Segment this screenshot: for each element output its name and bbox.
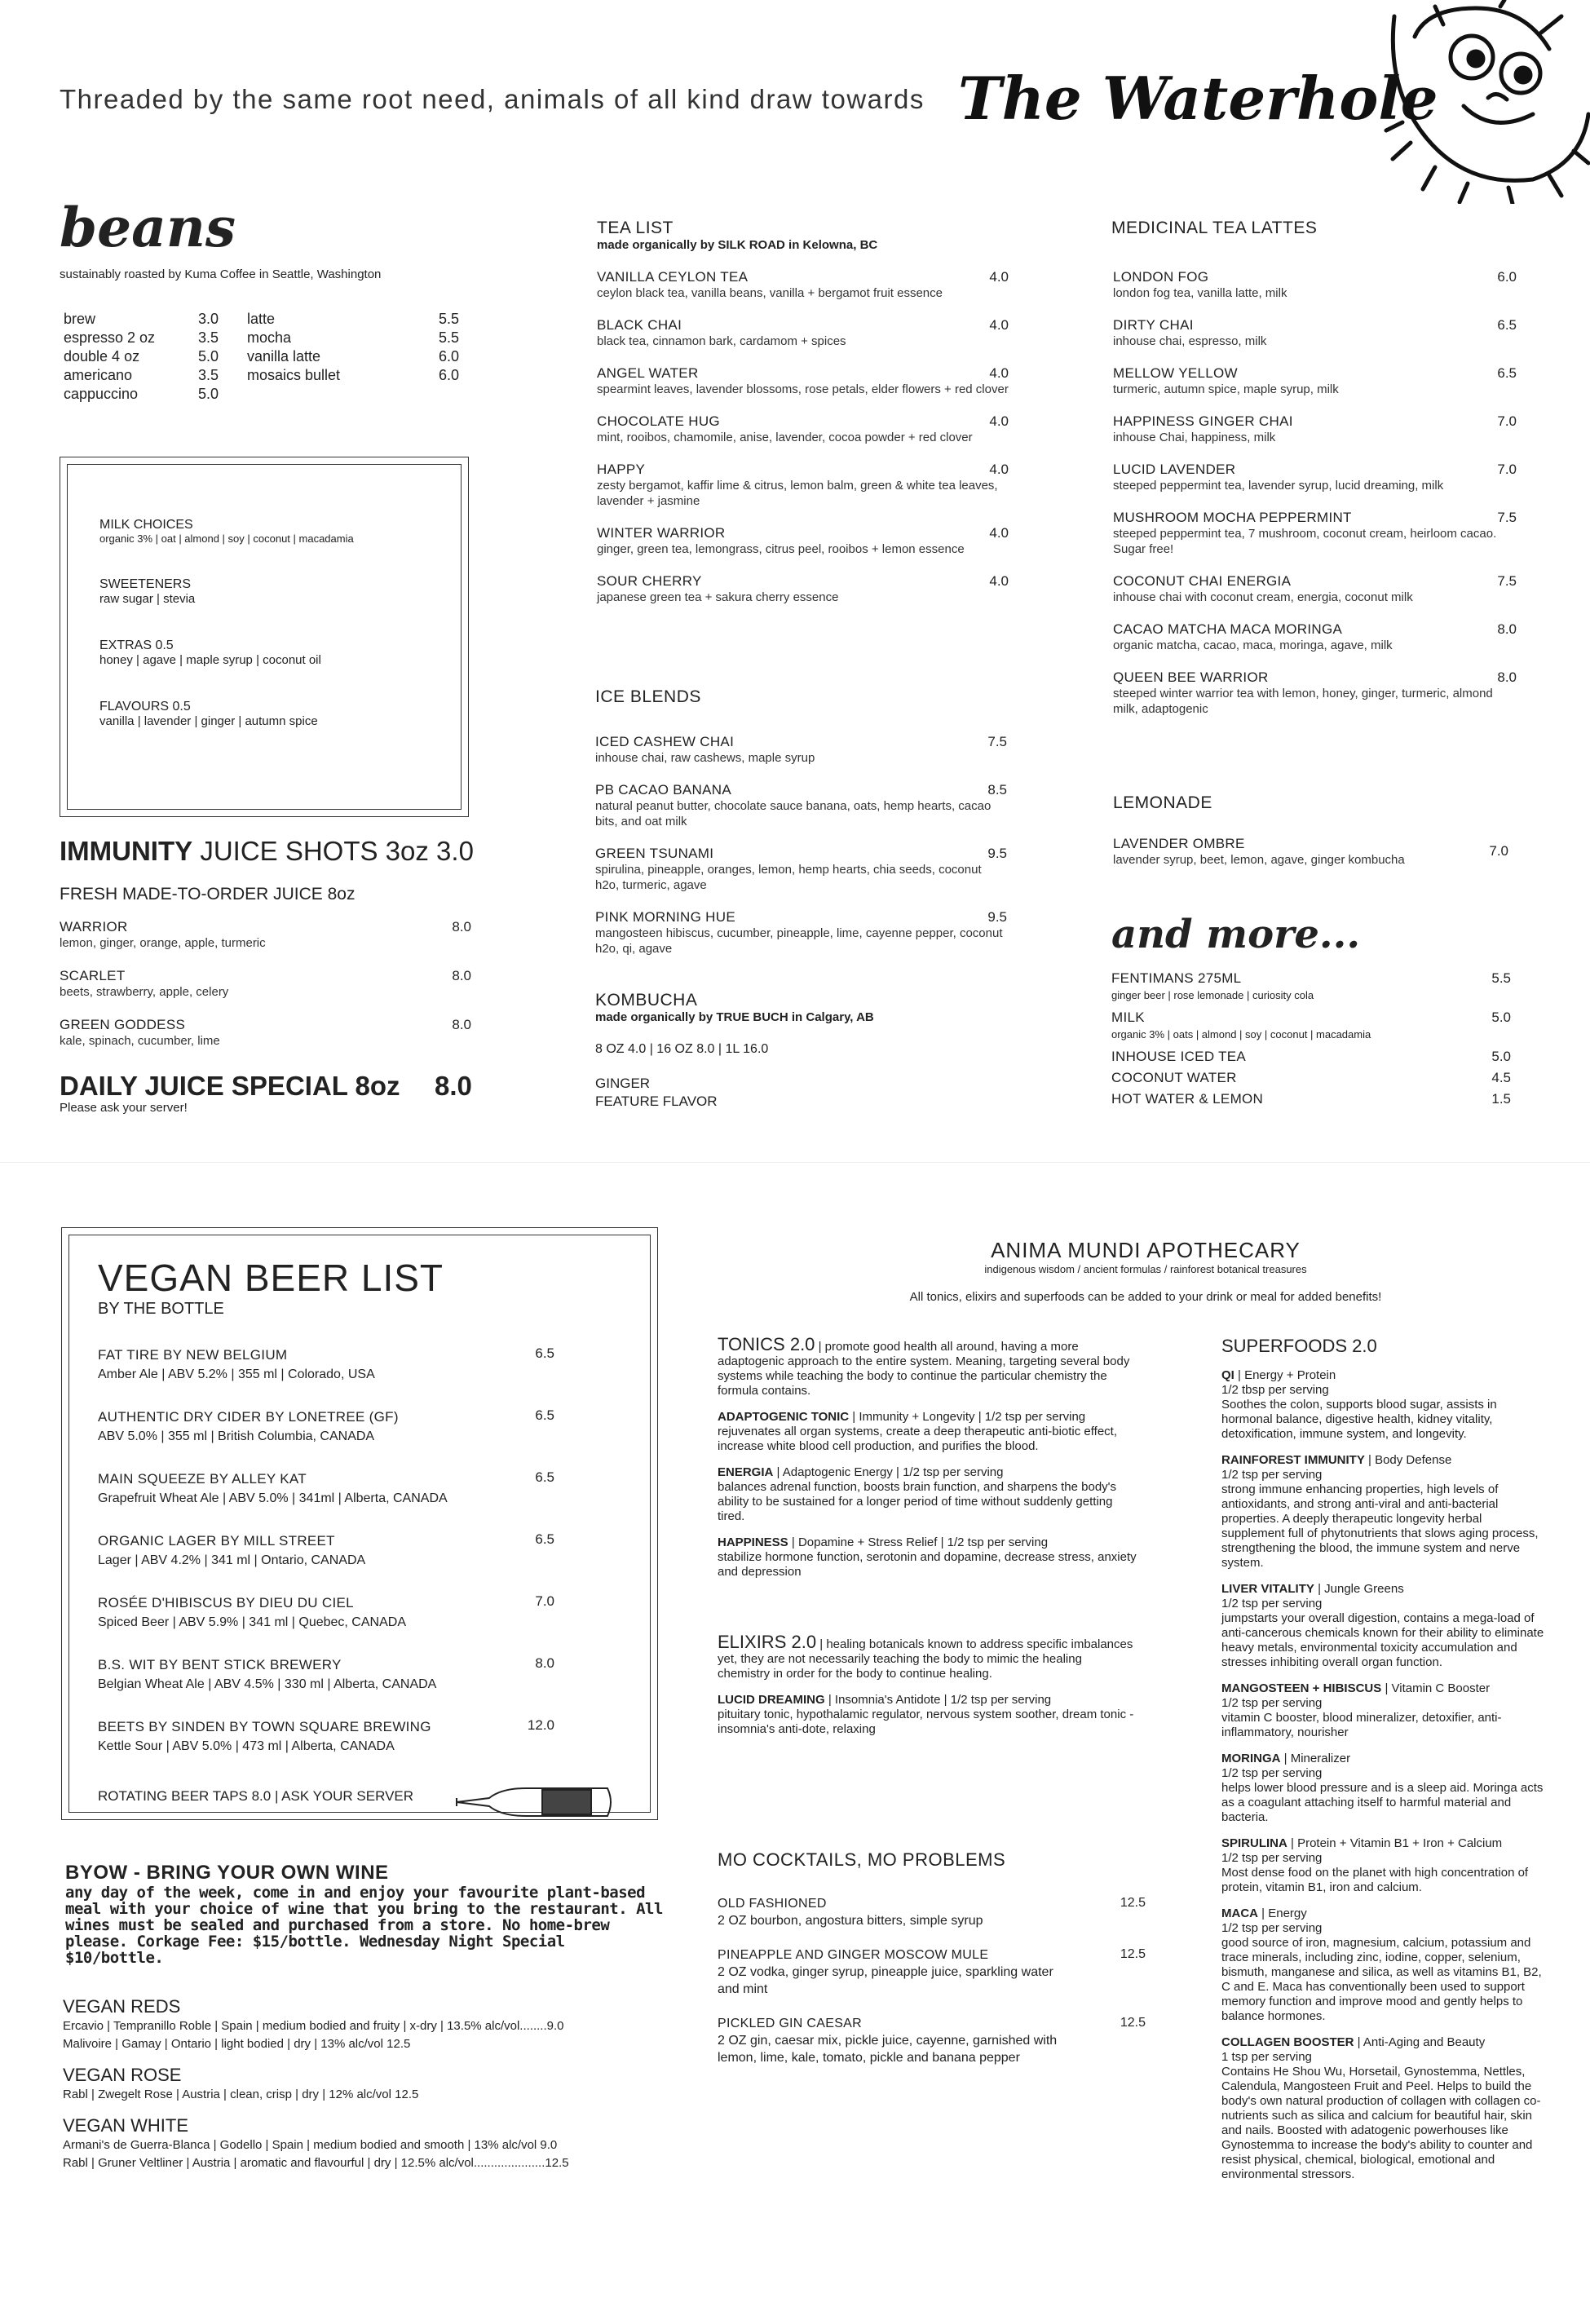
superfoods-title: SUPERFOODS 2.0 (1221, 1336, 1377, 1356)
ice-item: PB CACAO BANANA natural peanut butter, chocolate sauce banana, oats, hemp hearts, cacao bits, and oat milk 8.5 (595, 782, 1007, 828)
superfood-item: MACA | Energy 1/2 tsp per serving good source of iron, magnesium, calcium, potassium and trace minerals, including zinc, iodine, copper, selenium, bismuth, manganese and silica, as well as vitamins B1, B2, C and E. Maca has conventionally been used to support memory function and improve mood and gently helps to balance hormones. (1221, 1906, 1542, 2023)
option-values: organic 3% | oat | almond | soy | coconut | macadamia (99, 532, 354, 545)
superfood-item: QI | Energy + Protein 1/2 tbsp per serving Soothes the colon, supports blood sugar, assists in hormonal balance, digestive health, kidney vitality, detoxification, immune system, and longevity. (1221, 1368, 1497, 1441)
superfood-item: MANGOSTEEN + HIBISCUS | Vitamin C Booster 1/2 tsp per serving vitamin C booster, blood mineralizer, detoxifier, anti-inflammatory, nourisher (1221, 1681, 1502, 1739)
medicinal-list (1113, 269, 1517, 733)
lemonade-list (1113, 836, 1508, 884)
elixirs-section: ELIXIRS 2.0 | healing botanicals known to address specific imbalances yet, they are not necessarily teaching the body to mimic the healing chemistry in order for the body to continue healing. LUCID DREAMING | Insomnia's Antidote | 1/2 tsp per serving pituitary tonic, hypothalamic regulator, nervous system soother, dream tonic - insomnia's anti-dote, relaxing (718, 1635, 1137, 1737)
elixirs-intro: healing botanicals known to address specific imbalances yet, they are not necessarily teaching the body to mimic the healing chemistry in order for the body to continue healing. (718, 1637, 1133, 1681)
tea-item: SOUR CHERRY japanese green tea + sakura cherry essence 4.0 (597, 573, 1009, 604)
option-values: honey | agave | maple syrup | coconut oil (99, 653, 321, 667)
beer-item: MAIN SQUEEZE BY ALLEY KAT Grapefruit Wheat Ale | ABV 5.0% | 341ml | Alberta, CANADA 6.5 (98, 1469, 554, 1505)
beans-subtitle: sustainably roasted by Kuma Coffee in Seattle, Washington (60, 267, 382, 281)
latte-item: LONDON FOG london fog tea, vanilla latte, milk 6.0 (1113, 269, 1517, 300)
beans-item: double 4 oz 5.0 (64, 348, 219, 365)
ice-item: ICED CASHEW CHAI inhouse chai, raw cashews, maple syrup 7.5 (595, 734, 1007, 765)
option-heading: SWEETENERS (99, 577, 192, 591)
and-more-item: FENTIMANS 275ML ginger beer | rose lemonade | curiosity cola 5.5 (1111, 970, 1511, 1001)
superfood-item: LIVER VITALITY | Jungle Greens 1/2 tsp per serving jumpstarts your overall digestion, contains a mega-load of anti-cancerous chemicals known for their ability to eliminate heavy metals, environmental toxicity accumulation and stresses inhibiting overall organ function. (1221, 1582, 1544, 1669)
lemonade-item: LAVENDER OMBRE lavender syrup, beet, lemon, agave, ginger kombucha 7.0 (1113, 836, 1508, 867)
latte-item: DIRTY CHAI inhouse chai, espresso, milk 6.5 (1113, 317, 1517, 348)
apothecary-note: All tonics, elixirs and superfoods can be added to your drink or meal for added benefits! (909, 1290, 1382, 1304)
beans-item: vanilla latte 6.0 (247, 348, 459, 365)
beer-item: AUTHENTIC DRY CIDER BY LONETREE (GF) ABV 5.0% | 355 ml | British Columbia, CANADA 6.5 (98, 1407, 554, 1443)
lemonade-title: LEMONADE (1113, 793, 1212, 812)
beer-title: VEGAN BEER LIST (98, 1257, 444, 1299)
fresh-juice-heading: FRESH MADE-TO-ORDER JUICE 8oz (60, 885, 356, 904)
option-heading: MILK CHOICES (99, 518, 193, 532)
wine-group: VEGAN REDS Ercavio | Tempranillo Roble | Spain | medium bodied and fruity | x-dry | 13.5% alc/vol........9.0 Malivoire | Gamay | Ontario | light bodied | dry | 13% alc/vol 12.5 (63, 1996, 564, 2051)
latte-item: LUCID LAVENDER steeped peppermint tea, lavender syrup, lucid dreaming, milk 7.0 (1113, 462, 1517, 493)
logo-text: The Waterhole (958, 64, 1438, 133)
latte-item: QUEEN BEE WARRIOR steeped winter warrior tea with lemon, honey, ginger, turmeric, almond milk, adaptogenic 8.0 (1113, 669, 1517, 716)
latte-item: CACAO MATCHA MACA MORINGA organic matcha, cacao, maca, moringa, agave, milk 8.0 (1113, 621, 1517, 652)
juice-item: WARRIOR lemon, ginger, orange, apple, turmeric 8.0 (60, 919, 471, 950)
monkey-illustration (1378, 0, 1590, 204)
byow-section (65, 1862, 669, 1966)
tonics-title: TONICS 2.0 (718, 1334, 815, 1354)
tonics-section: TONICS 2.0 | promote good health all around, having a more adaptogenic approach to the entire system. Meaning, targeting several body systems while teaching the body to continue the particular chemistry the formula contains. ADAPTOGENIC TONIC | Immunity + Longevity | 1/2 tsp per serving rejuvenates all organ systems, create a deep therapeutic anti-biotic effect, increase white blood cell production, and purifies the blood. ENERGIA | Adaptogenic Energy | 1/2 tsp per serving balances adrenal function, boosts brain function, and sharpens the body's ability to be sustained for a longer period of time without suddenly getting tired. HAPPINESS | Dopamine + Stress Relief | 1/2 tsp per serving stabilize hormone function, serotonin and dopamine, decrease stress, anxiety and depression (718, 1334, 1137, 1579)
option-values: raw sugar | stevia (99, 592, 196, 606)
and-more-item: INHOUSE ICED TEA 5.0 (1111, 1049, 1511, 1064)
beans-item: mocha 5.5 (247, 329, 459, 346)
cocktails-title: MO COCKTAILS, MO PROBLEMS (718, 1849, 1006, 1870)
tonic-item: HAPPINESS | Dopamine + Stress Relief | 1/2 tsp per serving stabilize hormone function, serotonin and dopamine, decrease stress, anxiety and depression (718, 1535, 1137, 1579)
superfood-item: RAINFOREST IMMUNITY | Body Defense 1/2 tsp per serving strong immune enhancing properties, high levels of antioxidants, and strong anti-viral and anti-bacterial properties. A deeply therapeutic longevity herbal supplement full of phytonutrients that slows aging process, strengthening the blood, the immune system and nerve system. (1221, 1453, 1539, 1570)
cocktail-item: OLD FASHIONED 2 OZ bourbon, angostura bitters, simple syrup 12.5 (718, 1896, 1146, 1928)
beer-item: ORGANIC LAGER BY MILL STREET Lager | ABV 4.2% | 341 ml | Ontario, CANADA 6.5 (98, 1531, 554, 1567)
cocktail-item: PINEAPPLE AND GINGER MOSCOW MULE 2 OZ vodka, ginger syrup, pineapple juice, sparkling water and mint 12.5 (718, 1947, 1146, 1996)
tonics-intro: promote good health all around, having a more adaptogenic approach to the entire system. Meaning, targeting several body systems while teaching the body to continue the particular chemistry the formula contains. (718, 1340, 1130, 1398)
beans-left-list (64, 310, 219, 404)
apothecary-title: ANIMA MUNDI APOTHECARY (991, 1238, 1301, 1262)
tea-header (597, 219, 877, 252)
ice-item: GREEN TSUNAMI spirulina, pineapple, oranges, lemon, hemp hearts, chia seeds, coconut h2o, turmeric, agave 9.5 (595, 846, 1007, 892)
tea-item: VANILLA CEYLON TEA ceylon black tea, vanilla beans, vanilla + bergamot fruit essence 4.0 (597, 269, 1009, 300)
tea-subtitle: made organically by SILK ROAD in Kelowna, BC (597, 238, 878, 252)
tea-item: WINTER WARRIOR ginger, green tea, lemongrass, citrus peel, rooibos + lemon essence 4.0 (597, 525, 1009, 556)
wine-list (63, 1996, 682, 2172)
byow-title: BYOW - BRING YOUR OWN WINE (65, 1862, 389, 1884)
tea-item: HAPPY zesty bergamot, kaffir lime & citrus, lemon balm, green & white tea leaves, lavender + jasmine 4.0 (597, 462, 1009, 508)
elixirs-title: ELIXIRS 2.0 (718, 1632, 817, 1652)
option-heading: EXTRAS 0.5 (99, 638, 174, 652)
beer-header (98, 1256, 444, 1319)
options-list (99, 518, 458, 728)
and-more-list (1111, 970, 1511, 1107)
daily-special: DAILY JUICE SPECIAL 8oz (60, 1071, 400, 1101)
beer-item: FAT TIRE BY NEW BELGIUM Amber Ale | ABV 5.2% | 355 ml | Colorado, USA 6.5 (98, 1345, 554, 1381)
beer-subtitle: BY THE BOTTLE (98, 1300, 224, 1318)
superfood-item: COLLAGEN BOOSTER | Anti-Aging and Beauty 1 tsp per serving Contains He Shou Wu, Horsetail, Gynostemma, Nettles, Calendula, Mangosteen Fruit and Peel. Helps to build the body's own natural production of collagen with collagen co-nutrients such as silica and calcium for beautiful hair, skin and nails. Boosted with adatogenic powerhouses like Gynostemma to increase the body's ability to counter and resist physical, chemical, biological, emotional and environmental stressors. (1221, 2035, 1541, 2181)
tagline: Threaded by the same root need, animals of all kind draw towards (60, 84, 925, 114)
juice-item: GREEN GODDESS kale, spinach, cucumber, lime 8.0 (60, 1017, 471, 1048)
option-heading: FLAVOURS 0.5 (99, 700, 191, 714)
superfoods-section (1221, 1336, 1548, 2182)
beans-right-list (247, 310, 459, 385)
byow-text: any day of the week, come in and enjoy your favourite plant-based meal with your choice of wine that you bring to the restaurant. All wines must be sealed and purchased from a store. No home-brew please. Corkage Fee: $15/bottle. Wednesday Night Special $10/bottle. (65, 1884, 663, 1967)
superfood-item: SPIRULINA | Protein + Vitamin B1 + Iron + Calcium 1/2 tsp per serving Most dense food on the planet with high concentration of protein, vitamin B1, iron and calcium. (1221, 1836, 1529, 1894)
beer-taps: ROTATING BEER TAPS 8.0 | ASK YOUR SERVER (98, 1788, 414, 1804)
ice-list (595, 734, 1007, 973)
beans-item: espresso 2 oz 3.5 (64, 329, 219, 346)
tonic-item: ADAPTOGENIC TONIC | Immunity + Longevity | 1/2 tsp per serving rejuvenates all organ systems, create a deep therapeutic anti-biotic effect, increase white blood cell production, and purifies the blood. (718, 1410, 1117, 1453)
beans-title: beans (60, 196, 236, 259)
beans-item: latte 5.5 (247, 311, 459, 327)
and-more-item: HOT WATER & LEMON 1.5 (1111, 1091, 1511, 1107)
tea-title: TEA LIST (597, 219, 674, 237)
beans-item: americano 3.5 (64, 367, 219, 383)
latte-item: MUSHROOM MOCHA PEPPERMINT steeped peppermint tea, 7 mushroom, coconut cream, heirloom cacao. Sugar free! 7.5 (1113, 510, 1517, 556)
beer-item: B.S. WIT BY BENT STICK BREWERY Belgian Wheat Ale | ABV 4.5% | 330 ml | Alberta, CANADA 8.0 (98, 1655, 554, 1691)
latte-item: MELLOW YELLOW turmeric, autumn spice, maple syrup, milk 6.5 (1113, 365, 1517, 396)
tea-item: CHOCOLATE HUG mint, rooibos, chamomile, anise, lavender, cocoa powder + red clover 4.0 (597, 413, 1009, 444)
ice-title: ICE BLENDS (595, 687, 701, 706)
kombucha-sizes: 8 OZ 4.0 | 16 OZ 8.0 | 1L 16.0 (595, 1042, 769, 1056)
medicinal-title: MEDICINAL TEA LATTES (1111, 219, 1318, 237)
beer-item: ROSÉE D'HIBISCUS BY DIEU DU CIEL Spiced Beer | ABV 5.9% | 341 ml | Quebec, CANADA 7.0 (98, 1593, 554, 1629)
beans-item: mosaics bullet 6.0 (247, 367, 459, 383)
tea-item: BLACK CHAI black tea, cinnamon bark, cardamom + spices 4.0 (597, 317, 1009, 348)
cocktail-item: PICKLED GIN CAESAR 2 OZ gin, caesar mix, pickle juice, cayenne, garnished with lemon, lime, kale, tomato, pickle and banana pepper 12.5 (718, 2016, 1146, 2065)
page-divider (0, 1162, 1590, 1163)
and-more-title: and more... (1111, 912, 1361, 957)
elixir-item: LUCID DREAMING | Insomnia's Antidote | 1/2 tsp per serving pituitary tonic, hypothalamic regulator, nervous system soother, dream tonic - insomnia's anti-dote, relaxing (718, 1693, 1134, 1736)
cocktail-list (718, 1896, 1146, 2083)
latte-item: COCONUT CHAI ENERGIA inhouse chai with coconut cream, energia, coconut milk 7.5 (1113, 573, 1517, 604)
latte-item: HAPPINESS GINGER CHAI inhouse Chai, happiness, milk 7.0 (1113, 413, 1517, 444)
apothecary-subtitle: indigenous wisdom / ancient formulas / rainforest botanical treasures (984, 1263, 1307, 1275)
kombucha-title: KOMBUCHA (595, 991, 698, 1010)
kombucha-flavor: FEATURE FLAVOR (595, 1094, 718, 1109)
tea-list (597, 269, 1009, 621)
daily-special-note: Please ask your server! (60, 1101, 188, 1115)
kombucha-subtitle: made organically by TRUE BUCH in Calgary, AB (595, 1010, 874, 1024)
daily-special-price: 8.0 (435, 1071, 472, 1101)
wine-group: VEGAN ROSE Rabl | Zwegelt Rose | Austria | clean, crisp | dry | 12% alc/vol 12.5 (63, 2065, 419, 2101)
juice-item: SCARLET beets, strawberry, apple, celery 8.0 (60, 968, 471, 999)
beans-item: cappuccino 5.0 (64, 386, 219, 402)
option-values: vanilla | lavender | ginger | autumn spice (99, 714, 318, 728)
immunity-heading: IMMUNITY JUICE SHOTS 3oz 3.0 (60, 836, 474, 866)
ice-item: PINK MORNING HUE mangosteen hibiscus, cucumber, pineapple, lime, cayenne pepper, coconut h2o, qi, agave 9.5 (595, 909, 1007, 956)
superfood-item: MORINGA | Mineralizer 1/2 tsp per serving helps lower blood pressure and is a sleep aid. Moringa acts as a coagulant attaching itself to harmful material and bacteria. (1221, 1752, 1544, 1824)
wine-group: VEGAN WHITE Armani's de Guerra-Blanca | Godello | Spain | medium bodied and smooth | 13% alc/vol 9.0 Rabl | Gruner Veltliner | Austria | aromatic and flavourful | dry | 12.5% alc/vol.....................12.5 (63, 2115, 569, 2170)
beans-item: brew 3.0 (64, 311, 219, 327)
kombucha-section (595, 991, 874, 1111)
beer-bottle-icon (453, 1782, 616, 1823)
juice-list (60, 919, 471, 1065)
apothecary-header (709, 1238, 1582, 1304)
tonic-item: ENERGIA | Adaptogenic Energy | 1/2 tsp per serving balances adrenal function, boosts brain function, and sharpens the body's ability to be sustained for a longer period of time without suddenly getting tired. (718, 1465, 1117, 1523)
tea-item: ANGEL WATER spearmint leaves, lavender blossoms, rose petals, elder flowers + red clover 4.0 (597, 365, 1009, 396)
kombucha-flavor: GINGER (595, 1076, 651, 1091)
and-more-item: COCONUT WATER 4.5 (1111, 1070, 1511, 1085)
beer-list (98, 1345, 554, 1779)
and-more-item: MILK organic 3% | oats | almond | soy | coconut | macadamia 5.0 (1111, 1010, 1511, 1040)
beer-item: BEETS BY SINDEN BY TOWN SQUARE BREWING Kettle Sour | ABV 5.0% | 473 ml | Alberta, CANADA 12.0 (98, 1717, 554, 1753)
